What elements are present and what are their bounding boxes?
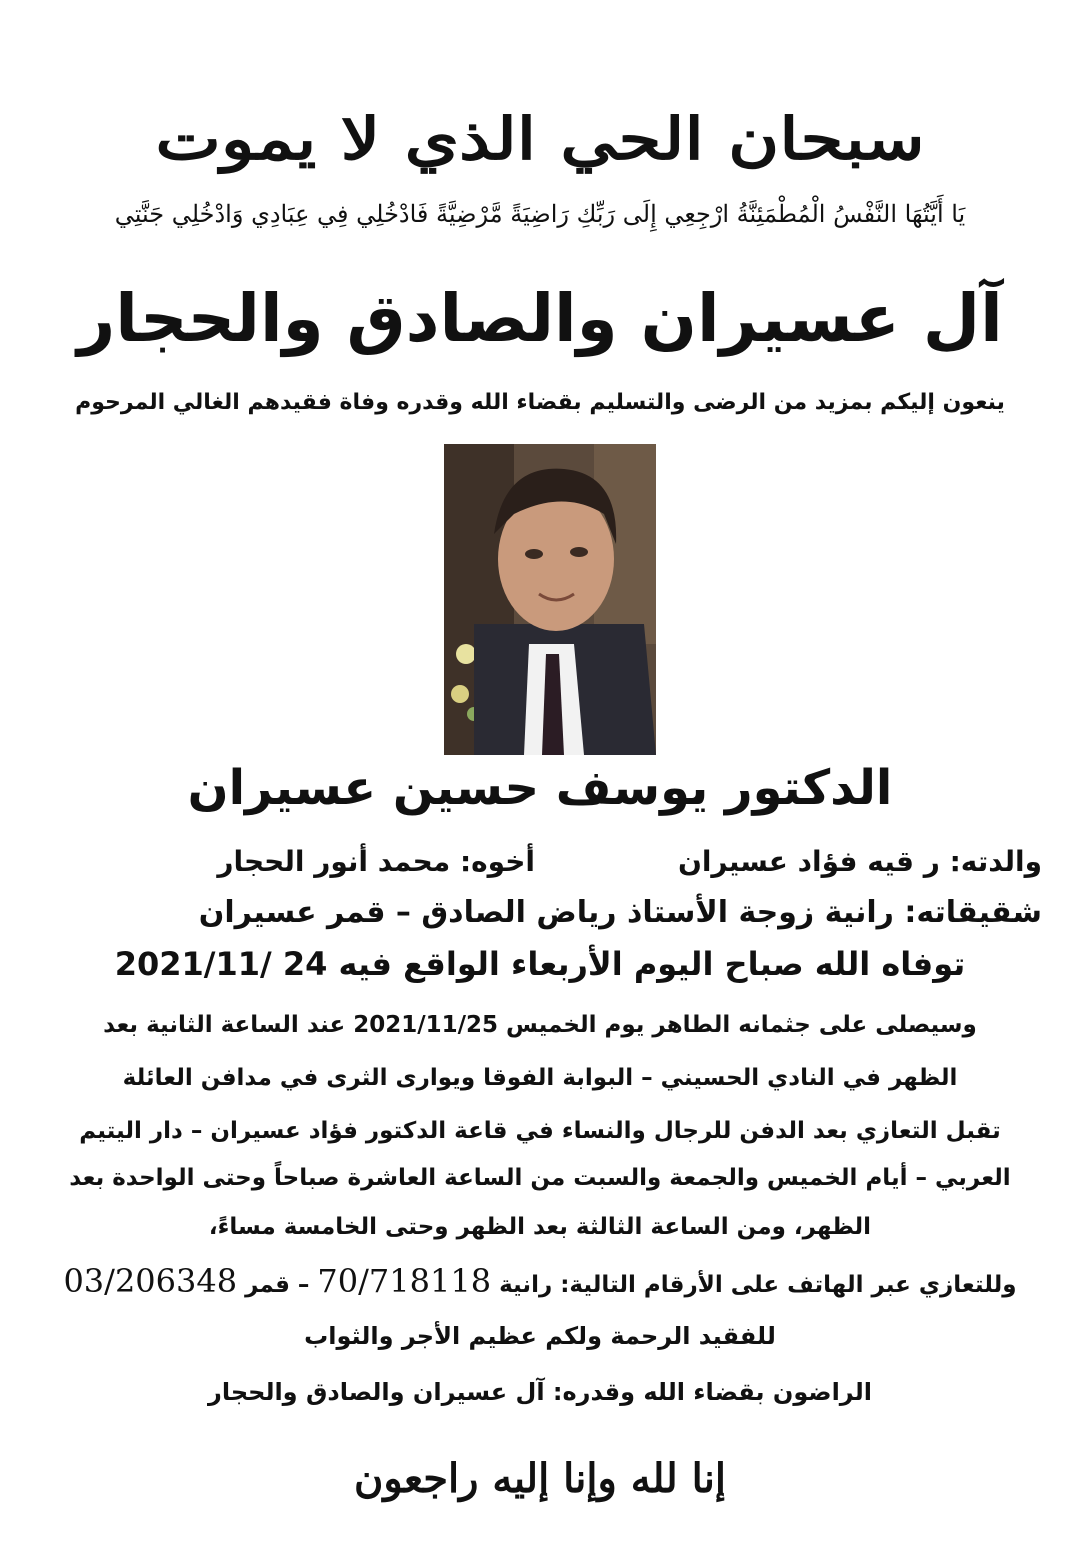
family-title: آل عسيران والصادق والحجار: [77, 280, 1003, 357]
death-date-line: توفاه الله صباح اليوم الأربعاء الواقع فيه 24 /2021/11: [114, 945, 966, 983]
deceased-photo: [444, 444, 656, 755]
condolence-details-line: تقبل التعازي بعد الدفن للرجال والنساء في قاعة الدكتور فؤاد عسيران – دار اليتيم: [79, 1118, 1001, 1144]
announcement-text: ينعون إليكم بمزيد من الرضى والتسليم بقضاء الله وقدره وفاة فقيدهم الغالي المرحوم: [75, 390, 1005, 415]
funeral-details-line: وسيصلى على جثمانه الطاهر يوم الخميس 2021/11/25 عند الساعة الثانية بعد: [103, 1012, 977, 1038]
phones-prefix: وللتعازي عبر الهاتف على الأرقام التالية: رانية: [499, 1272, 1017, 1298]
mother-line: والدته: ر قيه فؤاد عسيران: [677, 845, 1042, 878]
deceased-name: الدكتور يوسف حسين عسيران: [187, 760, 893, 816]
prayer-line: للفقيد الرحمة ولكم عظيم الأجر والثواب: [304, 1322, 776, 1350]
signature-line: الراضون بقضاء الله وقدره: آل عسيران والصادق والحجار: [208, 1378, 872, 1406]
condolence-details-line: الظهر، ومن الساعة الثالثة بعد الظهر وحتى الخامسة مساءً،: [208, 1214, 872, 1240]
quran-verse: يَا أَيَّتُهَا النَّفْسُ الْمُطْمَئِنَّةُ ارْجِعِي إِلَى رَبِّكِ رَاضِيَةً مَّرْضِيَّةً فَادْخُلِي فِي عِبَادِي وَادْخُلِي جَنَّتِي: [114, 200, 966, 228]
phone-number-2: 03/206348: [63, 1262, 238, 1300]
brother-line: أخوه: محمد أنور الحجار: [217, 845, 535, 878]
phone-number-1: 70/718118: [317, 1262, 492, 1300]
sisters-line: شقيقاته: رانية زوجة الأستاذ رياض الصادق – قمر عسيران: [198, 895, 1042, 930]
phones-separator: – قمر: [245, 1272, 310, 1298]
funeral-details-line: الظهر في النادي الحسيني – البوابة الفوقا ويوارى الثرى في مدافن العائلة: [122, 1065, 958, 1091]
closing-phrase: إنا لله وإنا إليه راجعون: [353, 1455, 727, 1502]
condolence-details-line: العربي – أيام الخميس والجمعة والسبت من الساعة العاشرة صباحاً وحتى الواحدة بعد: [69, 1165, 1011, 1191]
phone-condolences-line: [0, 1262, 1080, 1300]
heading-tawheed: سبحان الحي الذي لا يموت: [155, 105, 925, 173]
